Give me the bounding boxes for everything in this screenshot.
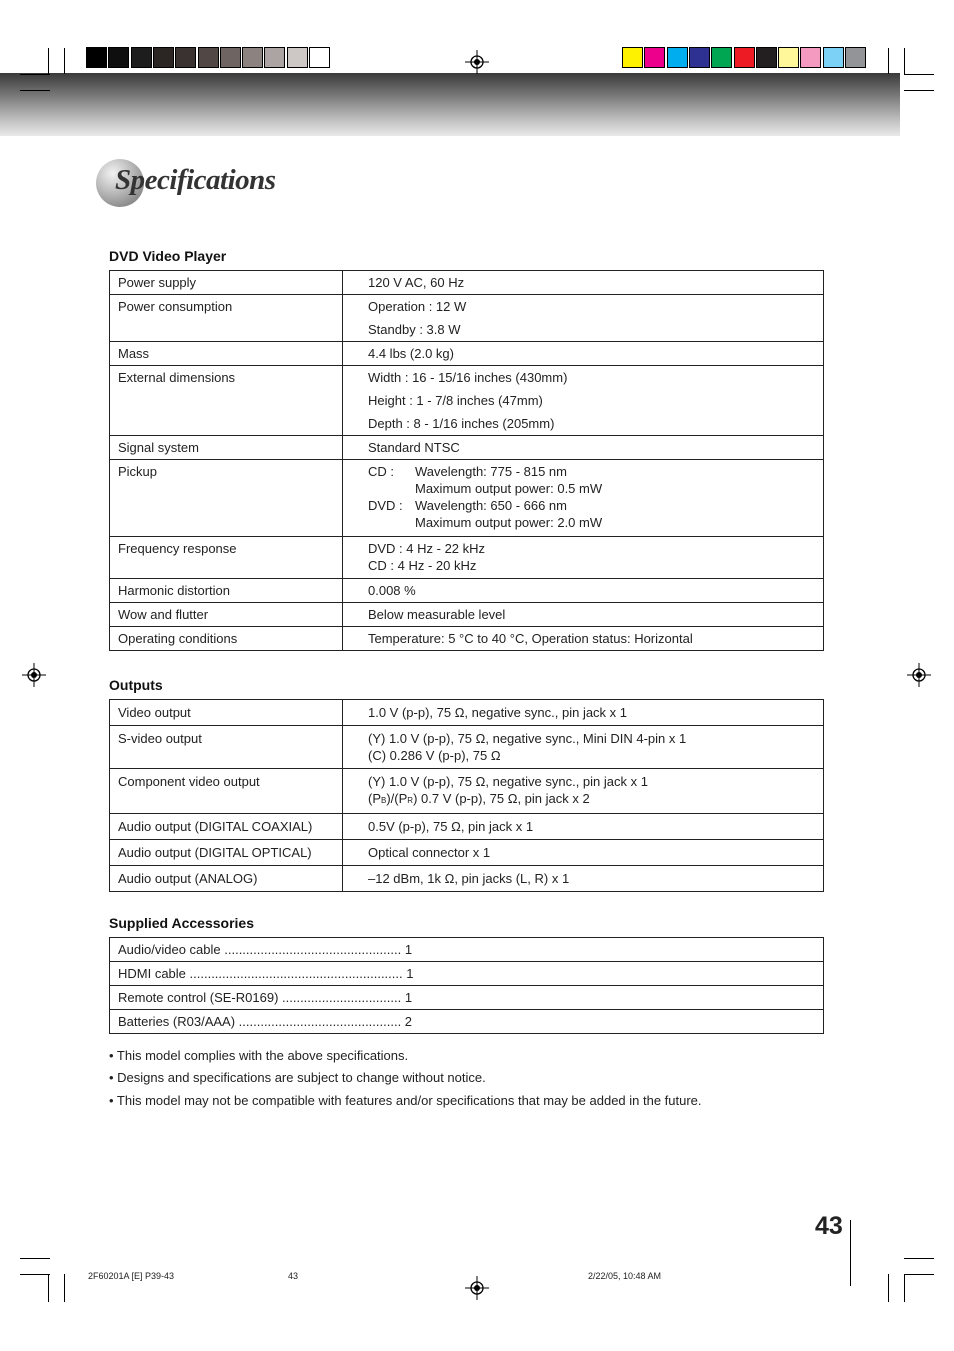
accessory-item: Batteries (R03/AAA) ............................................. 2 xyxy=(110,1010,824,1034)
color-swatch xyxy=(644,47,665,68)
color-swatch xyxy=(198,47,219,68)
spec-value: Below measurable level xyxy=(368,607,506,622)
spec-row xyxy=(110,769,824,814)
spec-value: Height : 1 - 7/8 inches (47mm) xyxy=(368,393,543,408)
spec-value: 120 V AC, 60 Hz xyxy=(368,275,465,290)
spec-label: Mass xyxy=(110,342,343,366)
color-swatch xyxy=(756,47,777,68)
spec-value-cell xyxy=(343,700,824,726)
color-swatch xyxy=(242,47,263,68)
page-number: 43 xyxy=(815,1212,843,1240)
color-swatch xyxy=(287,47,308,68)
spec-label: Power consumption xyxy=(110,295,343,342)
note-line: • This model complies with the above specifications. xyxy=(109,1048,409,1063)
pb-pr-text: )/(P xyxy=(386,791,408,806)
outputs-spec-table xyxy=(109,699,824,892)
spec-row xyxy=(110,537,824,579)
spec-value-cell xyxy=(343,579,824,603)
spec-value: (C) 0.286 V (p-p), 75 Ω xyxy=(368,748,501,763)
spec-value: Width : 16 - 15/16 inches (430mm) xyxy=(368,370,568,385)
spec-row xyxy=(110,726,824,769)
spec-row xyxy=(110,579,824,603)
spec-row xyxy=(110,366,824,436)
accessory-item: HDMI cable ........................................................... 1 xyxy=(110,962,824,986)
spec-label: Audio output (DIGITAL COAXIAL) xyxy=(110,814,343,840)
spec-label: External dimensions xyxy=(110,366,343,436)
color-swatch xyxy=(823,47,844,68)
pb-subscript: B xyxy=(381,796,387,805)
spec-value: Operation : 12 W xyxy=(368,299,467,314)
spec-row xyxy=(110,436,824,460)
spec-value-cell xyxy=(343,769,824,814)
spec-row xyxy=(110,627,824,651)
spec-label: Frequency response xyxy=(110,537,343,579)
note-line: • This model may not be compatible with features and/or specifications that may be added in the future. xyxy=(109,1093,702,1108)
footer-page: 43 xyxy=(288,1271,299,1281)
color-swatch xyxy=(689,47,710,68)
pickup-type: DVD : xyxy=(368,498,403,513)
spec-label: Power supply xyxy=(110,271,343,295)
dvd-section-heading: DVD Video Player xyxy=(109,248,227,264)
color-swatch xyxy=(309,47,330,68)
pickup-type: CD : xyxy=(368,464,394,479)
spec-value-cell xyxy=(343,840,824,866)
dvd-spec-table xyxy=(109,270,824,651)
pickup-line: Wavelength: 650 - 666 nm xyxy=(415,498,567,513)
color-swatch xyxy=(800,47,821,68)
spec-value: Depth : 8 - 1/16 inches (205mm) xyxy=(368,416,555,431)
page-title: Specifications xyxy=(115,164,276,196)
spec-row xyxy=(110,700,824,726)
outputs-section-heading: Outputs xyxy=(109,677,163,693)
accessory-row xyxy=(110,1010,824,1034)
spec-row xyxy=(110,271,824,295)
spec-label: Operating conditions xyxy=(110,627,343,651)
spec-value: (Y) 1.0 V (p-p), 75 Ω, negative sync., Mini DIN 4-pin x 1 xyxy=(368,731,687,746)
color-swatch xyxy=(667,47,688,68)
spec-row xyxy=(110,840,824,866)
spec-value-cell xyxy=(343,726,824,769)
color-swatch xyxy=(175,47,196,68)
spec-value-cell xyxy=(343,460,824,537)
pb-pr-text: (P xyxy=(368,791,381,806)
spec-value: 0.5V (p-p), 75 Ω, pin jack x 1 xyxy=(368,819,534,834)
pickup-spacer xyxy=(368,514,415,531)
color-swatch xyxy=(108,47,129,68)
spec-value-cell xyxy=(343,627,824,651)
spec-label: Signal system xyxy=(110,436,343,460)
spec-value: (Y) 1.0 V (p-p), 75 Ω, negative sync., pin jack x 1 xyxy=(368,774,648,789)
spec-row xyxy=(110,342,824,366)
spec-label: Audio output (ANALOG) xyxy=(110,866,343,892)
spec-value-cell xyxy=(343,366,824,436)
accessory-row xyxy=(110,962,824,986)
header-band xyxy=(0,73,900,136)
spec-value: Temperature: 5 °C to 40 °C, Operation status: Horizontal xyxy=(368,631,693,646)
pickup-line: Maximum output power: 2.0 mW xyxy=(415,515,603,530)
spec-value-cell xyxy=(343,603,824,627)
spec-value-cell xyxy=(343,866,824,892)
spec-value: 0.008 % xyxy=(368,583,416,598)
spec-row xyxy=(110,295,824,342)
registration-mark-icon xyxy=(22,663,46,687)
spec-value: 1.0 V (p-p), 75 Ω, negative sync., pin jack x 1 xyxy=(368,705,628,720)
spec-row xyxy=(110,460,824,537)
spec-value: –12 dBm, 1k Ω, pin jacks (L, R) x 1 xyxy=(368,871,570,886)
spec-value xyxy=(368,790,815,809)
color-swatch xyxy=(711,47,732,68)
spec-label: Wow and flutter xyxy=(110,603,343,627)
pb-pr-text: ) 0.7 V (p-p), 75 Ω, pin jack x 2 xyxy=(413,791,590,806)
color-swatch xyxy=(220,47,241,68)
note-line: • Designs and specifications are subject to change without notice. xyxy=(109,1070,486,1085)
spec-row xyxy=(110,603,824,627)
spec-value: DVD : 4 Hz - 22 kHz xyxy=(368,541,486,556)
registration-mark-icon xyxy=(465,50,489,74)
spec-label: Component video output xyxy=(110,769,343,814)
spec-label: Video output xyxy=(110,700,343,726)
spec-value-cell xyxy=(343,537,824,579)
spec-label: Harmonic distortion xyxy=(110,579,343,603)
color-swatch xyxy=(845,47,866,68)
footer-doc-code: 2F60201A [E] P39-43 xyxy=(88,1271,175,1281)
spec-row xyxy=(110,866,824,892)
registration-mark-icon xyxy=(465,1276,489,1300)
color-swatch xyxy=(86,47,107,68)
spec-value: Optical connector x 1 xyxy=(368,845,491,860)
pr-subscript: R xyxy=(407,796,414,805)
color-swatch xyxy=(264,47,285,68)
color-swatch xyxy=(153,47,174,68)
color-swatch xyxy=(622,47,643,68)
spec-value-cell xyxy=(343,342,824,366)
accessories-section-heading: Supplied Accessories xyxy=(109,915,254,931)
accessory-item: Remote control (SE-R0169) ................................. 1 xyxy=(110,986,824,1010)
color-swatch xyxy=(778,47,799,68)
spec-label: Audio output (DIGITAL OPTICAL) xyxy=(110,840,343,866)
accessory-row xyxy=(110,986,824,1010)
spec-value: Standard NTSC xyxy=(368,440,460,455)
spec-label: Pickup xyxy=(110,460,343,537)
pickup-line: Wavelength: 775 - 815 nm xyxy=(415,464,567,479)
color-swatch xyxy=(131,47,152,68)
footer-timestamp: 2/22/05, 10:48 AM xyxy=(588,1271,662,1281)
spec-value-cell xyxy=(343,295,824,342)
pickup-line: Maximum output power: 0.5 mW xyxy=(415,481,603,496)
accessory-item: Audio/video cable ................................................. 1 xyxy=(110,938,824,962)
pickup-spacer xyxy=(368,480,415,497)
spec-value: CD : 4 Hz - 20 kHz xyxy=(368,558,477,573)
accessory-row xyxy=(110,938,824,962)
spec-value-cell xyxy=(343,436,824,460)
spec-value: Standby : 3.8 W xyxy=(368,322,461,337)
pickup-grid xyxy=(368,463,815,531)
spec-value-cell xyxy=(343,271,824,295)
color-swatch xyxy=(734,47,755,68)
spec-value: 4.4 lbs (2.0 kg) xyxy=(368,346,454,361)
registration-mark-icon xyxy=(907,663,931,687)
spec-value-cell xyxy=(343,814,824,840)
accessories-table xyxy=(109,937,824,1034)
spec-row xyxy=(110,814,824,840)
spec-label: S-video output xyxy=(110,726,343,769)
